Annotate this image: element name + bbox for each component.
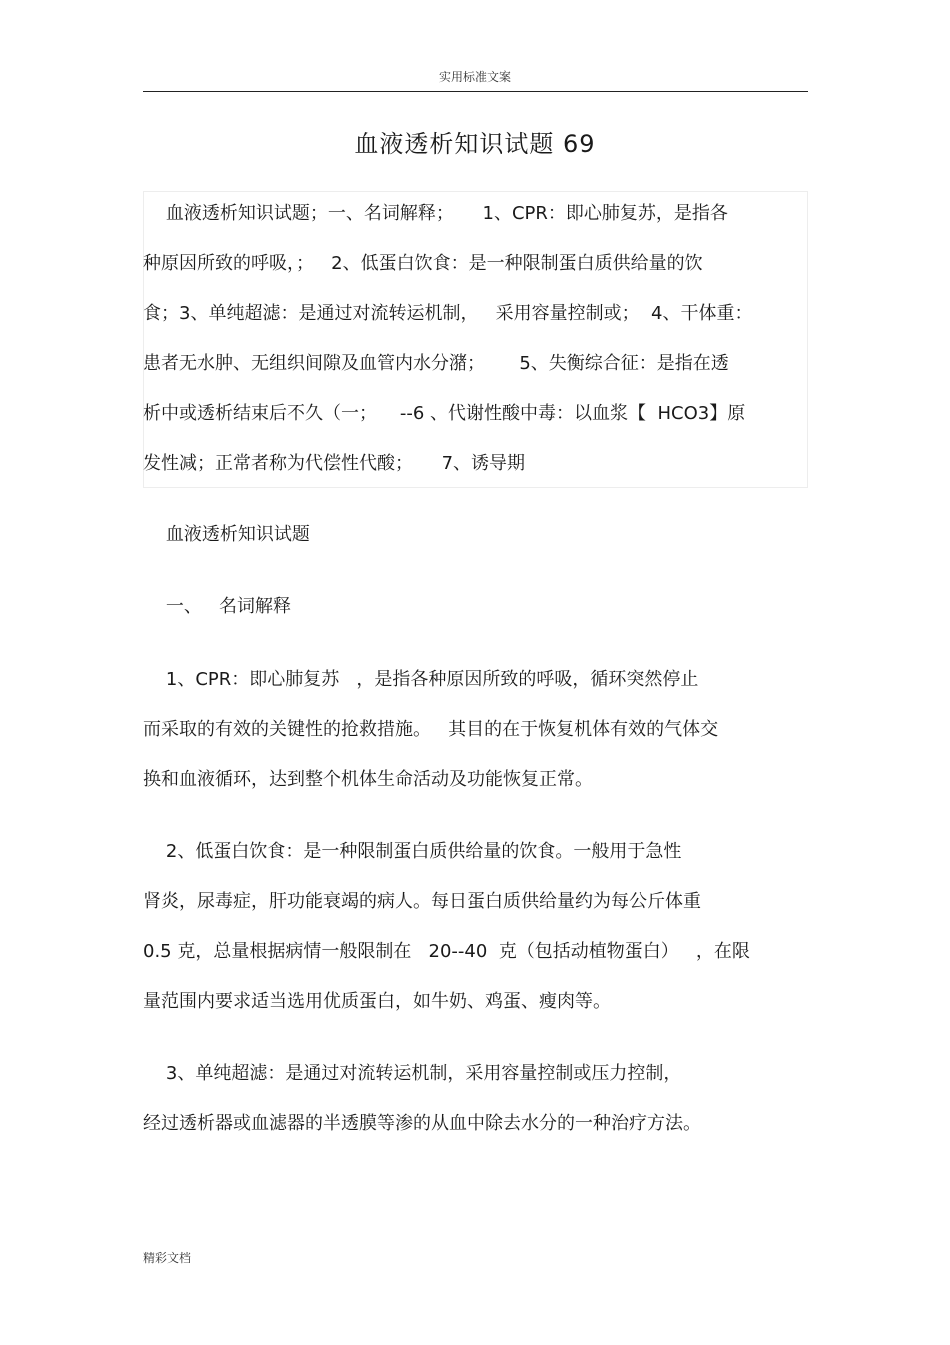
summary-line: 患者无水肿、无组织间隙及血管内水分潴； 5、失衡综合征：是指在透 [143,353,729,374]
paragraph-line: 换和血液循环，达到整个机体生命活动及功能恢复正常。 [143,769,593,790]
summary-line: 食；3、单纯超滤：是通过对流转运机制， 采用容量控制或； 4、干体重： [143,303,753,324]
paragraph-line: 2、低蛋白饮食：是一种限制蛋白质供给量的饮食。一般用于急性 [143,841,682,862]
section-heading: 一、 名词解释 [143,596,292,617]
paragraph-line: 1、CPR：即心肺复苏 ，是指各种原因所致的呼吸，循环突然停止 [143,669,699,690]
paragraph-line: 肾炎，尿毒症，肝功能衰竭的病人。每日蛋白质供给量约为每公斤体重 [143,891,701,912]
summary-line: 种原因所致的呼吸，； 2、低蛋白饮食：是一种限制蛋白质供给量的饮 [143,253,703,274]
summary-line: 血液透析知识试题；一、名词解释； 1、CPR：即心肺复苏，是指各 [143,203,728,224]
page-header: 实用标准文案 [438,70,511,84]
paragraph-line: 3、单纯超滤：是通过对流转运机制，采用容量控制或压力控制， [143,1063,682,1084]
document-title: 血液透析知识试题 69 [354,130,596,158]
paragraph-line: 而采取的有效的关键性的抢救措施。 其目的在于恢复机体有效的气体交 [143,719,719,740]
header-rule [143,91,808,92]
paragraph-line: 量范围内要求适当选用优质蛋白，如牛奶、鸡蛋、瘦肉等。 [143,991,611,1012]
body-heading: 血液透析知识试题 [143,524,310,545]
summary-box [143,191,808,488]
summary-line: 发性减；正常者称为代偿性代酸； 7、诱导期 [143,453,526,474]
paragraph-line: 0.5 克，总量根据病情一般限制在 20--40 克（包括动植物蛋白） ，在限 [143,941,750,962]
page-footer: 精彩文档 [143,1251,192,1265]
summary-line: 析中或透析结束后不久（一； --6 、代谢性酸中毒：以血浆【 HCO3】原 [143,403,746,424]
paragraph-line: 经过透析器或血滤器的半透膜等渗的从血中除去水分的一种治疗方法。 [143,1113,701,1134]
